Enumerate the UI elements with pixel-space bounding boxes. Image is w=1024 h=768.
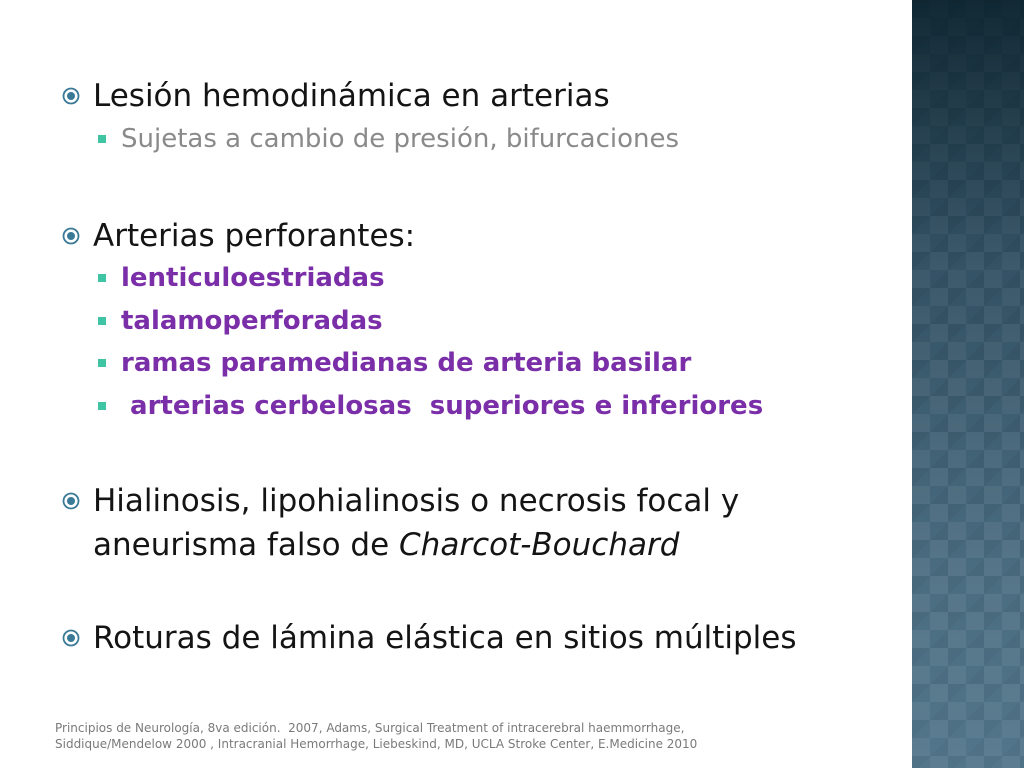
bullet-label: Lesión hemodinámica en arterias bbox=[93, 78, 610, 114]
bullet-label: Arterias perforantes: bbox=[93, 218, 416, 254]
sub-bullet bbox=[95, 121, 679, 157]
target-circle-icon bbox=[62, 87, 80, 105]
square-icon bbox=[98, 359, 106, 367]
bullet-elastic-lamina bbox=[62, 616, 797, 660]
bullet-label-italic: Charcot-Bouchard bbox=[399, 527, 680, 563]
square-icon bbox=[98, 274, 106, 282]
decorative-sidebar bbox=[912, 0, 1024, 768]
bullet-label-line1: Hialinosis, lipohialinosis o necrosis focal y bbox=[93, 483, 740, 519]
sub-bullet bbox=[95, 303, 383, 339]
square-icon bbox=[98, 317, 106, 325]
sub-bullet-label: arterias cerbelosas superiores e inferiores bbox=[121, 391, 764, 421]
sub-bullet-label: lenticuloestriadas bbox=[121, 263, 385, 293]
bullet-hyalinosis bbox=[62, 479, 739, 567]
bullet-label-line2 bbox=[93, 523, 739, 567]
target-circle-icon bbox=[62, 227, 80, 245]
citation-line1: Principios de Neurología, 8va edición. 2007, Adams, Surgical Treatment of intracerebral haemmorrhage, bbox=[55, 721, 685, 735]
sub-bullet-label: Sujetas a cambio de presión, bifurcaciones bbox=[121, 124, 680, 154]
sub-bullet-label: ramas paramedianas de arteria basilar bbox=[121, 348, 692, 378]
citation-line2: Siddique/Mendelow 2000 , Intracranial Hemorrhage, Liebeskind, MD, UCLA Stroke Center, E.Medicine 2010 bbox=[55, 737, 698, 751]
sub-bullet bbox=[95, 260, 385, 296]
target-circle-icon bbox=[62, 629, 80, 647]
citation-footer bbox=[55, 720, 697, 752]
sub-bullet bbox=[95, 345, 691, 381]
bullet-label: Roturas de lámina elástica en sitios múltiples bbox=[93, 620, 797, 656]
target-circle-icon bbox=[62, 492, 80, 510]
sub-bullet-label: talamoperforadas bbox=[121, 306, 383, 336]
bullet-perforating-arteries bbox=[62, 214, 415, 258]
bullet-label-prefix: aneurisma falso de bbox=[93, 527, 400, 563]
square-icon bbox=[98, 402, 106, 410]
sub-bullet bbox=[95, 388, 763, 424]
square-icon bbox=[98, 135, 106, 143]
bullet-hemodynamic-lesion bbox=[62, 74, 610, 118]
